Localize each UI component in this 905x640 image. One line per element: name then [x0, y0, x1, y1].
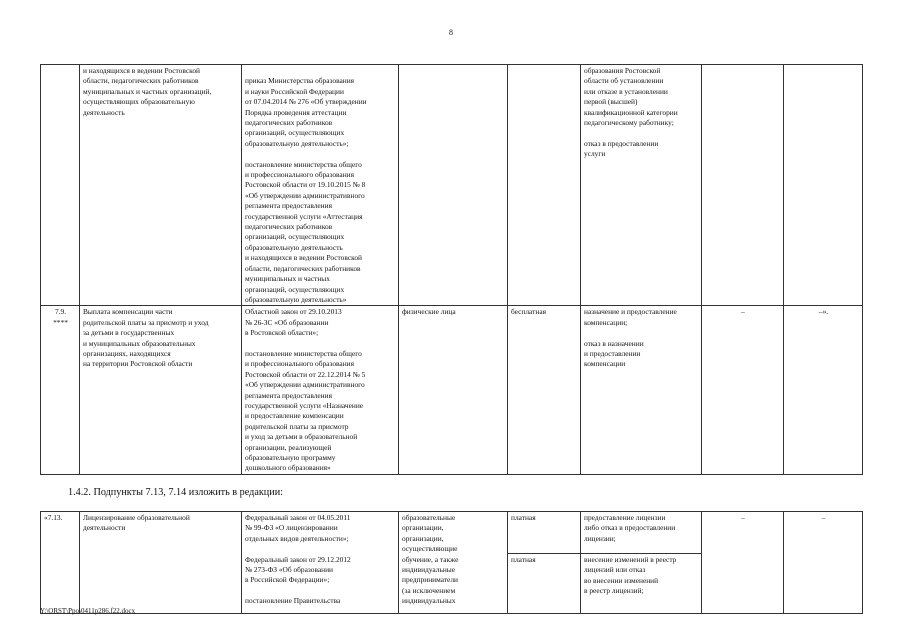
cell-line: № 99-ФЗ «О лицензировании — [245, 523, 338, 533]
cell-line: первой (высшей) — [584, 97, 638, 107]
table-row-7-9 — [41, 306, 863, 474]
cell-line: осуществляющие — [402, 544, 458, 554]
cell-number — [41, 512, 80, 614]
cell-recipients — [399, 512, 508, 614]
cell-result — [581, 306, 702, 474]
services-table-bottom — [40, 511, 863, 614]
cell-line: организации, реализующей — [245, 442, 332, 452]
cell-line: в Ростовской области»; — [245, 328, 319, 338]
cell-line: назначение и предоставление — [584, 307, 677, 317]
cell-line: «Об утверждении административного — [245, 380, 365, 390]
cell-line: индивидуальных — [402, 596, 456, 606]
page-number: 8 — [449, 28, 453, 37]
table-row-7-13 — [41, 512, 863, 554]
cell-line: лицензий или отказ — [584, 565, 646, 575]
cell-line: регламента предоставления — [245, 201, 332, 211]
cell-line: постановление Правительства — [245, 596, 341, 606]
cell-service-name — [80, 306, 242, 474]
cell-line: государственной услуги «Назначение — [245, 400, 364, 410]
cell-line: «7.13. — [44, 513, 63, 522]
cell-line: в реестр лицензий; — [584, 586, 644, 596]
cell-line: Ростовской области от 22.12.2014 № 5 — [245, 369, 366, 379]
cell-line: или отказе в установлении — [584, 86, 668, 96]
cell-line: услуги — [584, 149, 606, 159]
section-heading: 1.4.2. Подпункты 7.13, 7.14 изложить в редакции: — [68, 487, 283, 498]
cell-number — [41, 306, 80, 474]
cell-line: лицензии; — [584, 533, 616, 543]
cell-line — [245, 544, 396, 554]
cell-line: приказ Министерства образования — [245, 76, 355, 86]
cell-line: –». — [818, 307, 829, 317]
cell-line: и уход за детьми в образовательной — [245, 432, 358, 442]
cell-line: и предоставление компенсации — [245, 411, 344, 421]
cell-line: педагогических работников — [245, 118, 333, 128]
cell-line — [245, 339, 396, 349]
cell-line: Федеральный закон от 29.12.2012 — [245, 554, 351, 564]
cell-line: родительской платы за присмотр — [245, 421, 349, 431]
cell-line: образовательные — [402, 513, 456, 522]
cell-line: образовательную деятельность» — [245, 294, 347, 304]
cell-line: и науки Российской Федерации — [245, 86, 344, 96]
cell-line: предоставление лицензии — [584, 513, 666, 522]
cell-legal-basis — [242, 65, 399, 306]
cell-line: квалификационной категории — [584, 107, 678, 117]
cell-line: во внесении изменений — [584, 575, 659, 585]
cell-line: 7.9. — [54, 307, 67, 317]
cell-line: организаций, осуществляющих — [245, 128, 345, 138]
cell-line: государственной услуги «Аттестация — [245, 211, 363, 221]
cell-number — [41, 65, 80, 306]
cell-line: индивидуальные — [402, 565, 456, 575]
cell-line: и профессионального образования — [245, 170, 354, 180]
cell-line: отказ в предоставлении — [584, 138, 659, 148]
cell-line: обучение, а также — [402, 554, 459, 564]
cell-line: предприниматели — [402, 575, 458, 585]
cell-col8 — [784, 306, 863, 474]
cell-line: – — [741, 307, 745, 317]
cell-line: «Об утверждении административного — [245, 190, 365, 200]
cell-service-name — [80, 65, 242, 306]
cell-result — [581, 512, 702, 554]
cell-line: дошкольного образования» — [245, 463, 331, 473]
cell-col8 — [784, 512, 863, 614]
cell-line: Выплата компенсации части — [83, 307, 173, 317]
cell-legal-basis — [242, 512, 399, 614]
cell-line: отдельных видов деятельности»; — [245, 533, 349, 543]
cell-line: (за исключением — [402, 585, 456, 595]
cell-line: организациях, находящихся — [83, 348, 171, 358]
cell-line: Ростовской области от 19.10.2015 № 8 — [245, 180, 366, 190]
cell-result — [581, 65, 702, 306]
cell-line: деятельности — [83, 523, 126, 533]
cell-line: организаций, осуществляющих — [245, 284, 345, 294]
cell-line: в Российской Федерации»; — [245, 575, 330, 585]
cell-line: и находящихся в ведении Ростовской — [245, 253, 362, 263]
cell-recipients — [399, 306, 508, 474]
cell-payment — [508, 512, 581, 554]
cell-line: и профессионального образования — [245, 359, 354, 369]
cell-line: платная — [511, 555, 536, 564]
cell-line: Порядка проведения аттестации — [245, 107, 347, 117]
cell-line: постановление министерства общего — [245, 159, 362, 169]
cell-line: организации, — [402, 523, 444, 533]
cell-line — [245, 149, 396, 159]
cell-line: регламента предоставления — [245, 390, 332, 400]
cell-line: платная — [511, 513, 536, 522]
cell-result — [581, 554, 702, 614]
cell-line: и предоставлении — [584, 348, 641, 358]
cell-col7 — [702, 512, 784, 614]
cell-payment — [508, 65, 581, 306]
cell-line: образования Ростовской — [584, 66, 661, 75]
cell-line: Областной закон от 29.10.2013 — [245, 307, 342, 317]
cell-recipients — [399, 65, 508, 306]
cell-payment — [508, 306, 581, 474]
cell-line: № 273-ФЗ «Об образовании — [245, 565, 334, 575]
cell-line — [245, 586, 396, 596]
cell-line: внесение изменений в реестр — [584, 555, 677, 564]
cell-line: и муниципальных образовательных — [83, 338, 196, 348]
cell-line: физические лица — [402, 307, 456, 317]
cell-line — [245, 66, 396, 76]
cell-line: № 26-ЗС «Об образовании — [245, 317, 329, 327]
cell-line: постановление министерства общего — [245, 348, 362, 358]
cell-line: Лицензирование образовательной — [83, 513, 190, 522]
cell-line: компенсации; — [584, 317, 628, 327]
cell-payment — [508, 554, 581, 614]
cell-line: на территории Ростовской области — [83, 359, 193, 369]
cell-line: родительской платы за присмотр и уход — [83, 317, 209, 327]
cell-line: организации, — [402, 533, 444, 543]
cell-line: педагогических работников — [245, 222, 333, 232]
cell-line: – — [741, 513, 745, 522]
cell-col8 — [784, 65, 863, 306]
cell-line: образовательную деятельность»; — [245, 138, 349, 148]
cell-legal-basis — [242, 306, 399, 474]
cell-line: деятельность — [83, 107, 125, 117]
cell-line: **** — [53, 317, 68, 327]
cell-line — [584, 328, 699, 338]
cell-line: за детьми в государственных — [83, 328, 175, 338]
cell-line: – — [821, 513, 826, 522]
cell-col7 — [702, 65, 784, 306]
cell-line — [584, 128, 699, 138]
cell-line: бесплатная — [511, 307, 547, 317]
file-path-footer: Y:\ORST\Ppo\0411p286.f22.docx — [40, 607, 136, 615]
cell-line: Федеральный закон от 04.05.2011 — [245, 513, 351, 522]
cell-line: муниципальных и частных организаций, — [83, 86, 212, 96]
cell-line: педагогическому работнику; — [584, 118, 674, 128]
cell-line: и находящихся в ведении Ростовской — [83, 66, 200, 75]
cell-col7 — [702, 306, 784, 474]
cell-service-name — [80, 512, 242, 614]
cell-line: области об установлении — [584, 76, 664, 86]
cell-line: области, педагогических работников — [245, 263, 361, 273]
cell-line: компенсации — [584, 359, 626, 369]
cell-line: муниципальных и частных — [245, 274, 330, 284]
services-table-top — [40, 64, 863, 475]
cell-line: либо отказ в предоставлении — [584, 523, 676, 533]
cell-line: осуществляющих образовательную — [83, 97, 195, 107]
cell-line: отказ в назначении — [584, 338, 644, 348]
cell-line: организаций, осуществляющих — [245, 232, 345, 242]
cell-line: от 07.04.2014 № 276 «Об утверждении — [245, 97, 367, 107]
cell-line: образовательную деятельность — [245, 242, 343, 252]
cell-line: области, педагогических работников — [83, 76, 199, 86]
cell-line: образовательную программу — [245, 452, 336, 462]
table-row-continued — [41, 65, 863, 306]
